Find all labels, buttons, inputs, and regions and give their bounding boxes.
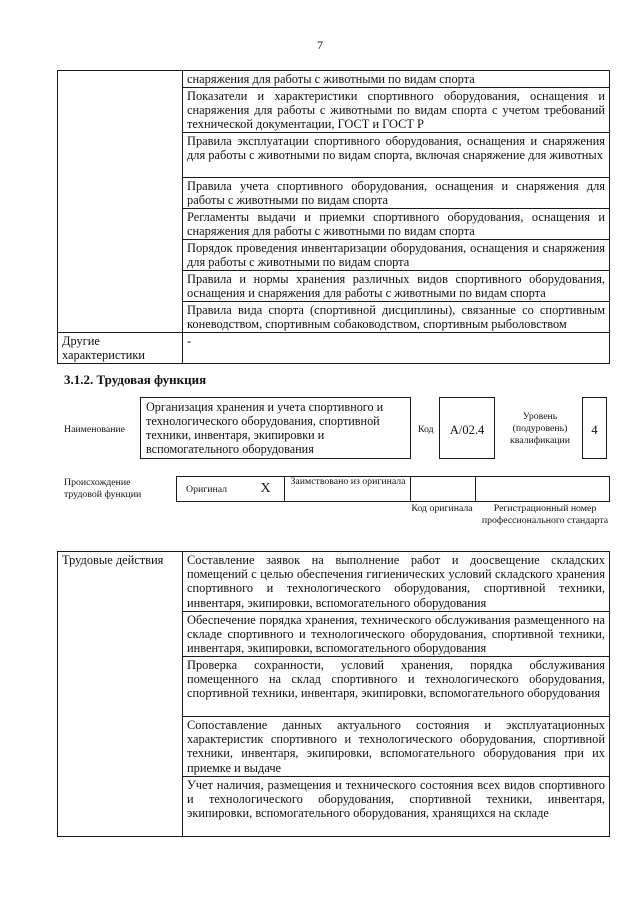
- table-row: [58, 552, 610, 612]
- qualification-level-value: 4: [582, 397, 607, 459]
- qualification-level-label: Уровень (подуровень) квалификации: [509, 411, 571, 446]
- section-heading: 3.1.2. Трудовая функция: [64, 372, 207, 387]
- code-label: Код: [418, 424, 434, 435]
- labor-actions-label: Трудовые действия: [58, 552, 183, 837]
- original-label: Оригинал: [186, 484, 228, 495]
- function-code-value: А/02.4: [439, 397, 495, 459]
- other-characteristics-value: -: [183, 333, 610, 364]
- page-number: 7: [317, 38, 323, 52]
- labor-action-item: Сопоставление данных актуального состояния и эксплуатационных характеристик спортивного и технологического оборудования, спортивной техники, инвентаря, экипировки, вспомогательного оборудования при их приемке и выдаче: [183, 717, 610, 777]
- labor-actions-table: [57, 551, 610, 837]
- knowledge-item: Правила вида спорта (спортивной дисциплины), связанные со спортивным коневодством, спортивным собаководством, спортивным рыболовством: [183, 302, 610, 333]
- original-code-caption: Код оригинала: [411, 503, 473, 514]
- original-code-cell: [410, 476, 476, 502]
- origin-label: Происхождение трудовой функции: [64, 477, 142, 500]
- knowledge-table: [57, 70, 610, 364]
- knowledge-item: Показатели и характеристики спортивного оборудования, оснащения и снаряжения для работы с животными по видам спорта с учетом требований технической документации, ГОСТ и ГОСТ Р: [183, 88, 610, 133]
- knowledge-label-cell: [58, 71, 183, 333]
- knowledge-item: Правила и нормы хранения различных видов спортивного оборудования, оснащения и снаряжения для работы с животными по видам спорта: [183, 271, 610, 302]
- function-name-value: Организация хранения и учета спортивного и технологического оборудования, спортивной техники, инвентаря, экипировки и вспомогательного оборудования: [140, 397, 411, 459]
- labor-action-item: Проверка сохранности, условий хранения, порядка обслуживания помещенного на склад спортивного и технологического оборудования, спортивной техники, инвентаря, экипировки, вспомогательного оборудования: [183, 657, 610, 717]
- knowledge-item: Регламенты выдачи и приемки спортивного оборудования, оснащения и снаряжения для работы с животными по видам спорта: [183, 209, 610, 240]
- other-characteristics-label: Другие характеристики: [58, 333, 183, 364]
- name-label: Наименование: [64, 424, 126, 435]
- labor-action-item: Учет наличия, размещения и технического состояния всех видов спортивного и технологического оборудования, спортивной техники, инвентаря, экипировки, вспомогательного оборудования, хранящихся на складе: [183, 777, 610, 837]
- knowledge-item: Правила учета спортивного оборудования, оснащения и снаряжения для работы с животными по видам спорта: [183, 178, 610, 209]
- table-row: [58, 333, 610, 364]
- reg-number-caption: Регистрационный номер профессионального стандарта: [481, 503, 609, 526]
- labor-action-item: Обеспечение порядка хранения, технического обслуживания размещенного на складе спортивного и технологического оборудования, спортивной техники, инвентаря, экипировки, вспомогательного оборудования: [183, 612, 610, 657]
- table-row: [58, 71, 610, 88]
- knowledge-item: Порядок проведения инвентаризации оборудования, оснащения и снаряжения для работы с животными по видам спорта: [183, 240, 610, 271]
- knowledge-item: Правила эксплуатации спортивного оборудования, оснащения и снаряжения для работы с животными по видам спорта, включая снаряжение для животных: [183, 133, 610, 178]
- knowledge-item: снаряжения для работы с животными по видам спорта: [183, 71, 610, 88]
- borrowed-label: Заимствовано из оригинала: [290, 476, 406, 487]
- labor-action-item: Составление заявок на выполнение работ и доосвещение складских помещений с целью обеспечения гигиенических условий складского хранения спортивного и технологического оборудования, спортивной техники, инвентаря, экипировки, вспомогательного оборудования: [183, 552, 610, 612]
- original-mark: X: [247, 476, 285, 502]
